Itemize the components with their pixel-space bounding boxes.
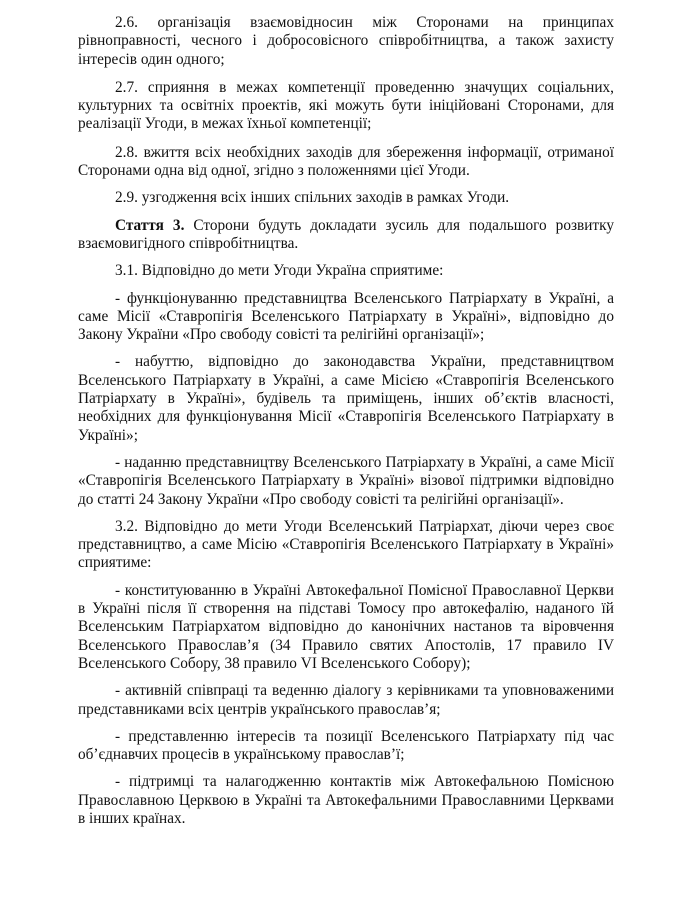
- article-3-paragraph: [78, 217, 614, 254]
- item-2-8: 2.8. вжиття всіх необхідних заходів для збереження інформації, отриманої Сторонами одна від одної, згідно з положеннями цієї Угоди.: [78, 143, 614, 180]
- section-3-1-intro: 3.1. Відповідно до мети Угоди Україна сприятиме:: [115, 262, 444, 280]
- section-3-2-intro: 3.2. Відповідно до мети Угоди Вселенський Патріархат, діючи через своє представництво, а саме Місію «Ставропігія Вселенського Патріархату в Україні» сприятиме:: [78, 517, 614, 572]
- article-3-label: Стаття 3.: [115, 216, 185, 234]
- item-2-7: 2.7. сприяння в межах компетенції проведенню значущих соціальних, культурних та освітніх проектів, які можуть бути ініційовані Сторонами, для реалізації Угоди, в межах їхньої компетенції;: [78, 78, 614, 133]
- section-3-2-item-3: - представленню інтересів та позиції Вселенського Патріархату під час об’єднавчих процесів в українському православ’ї;: [78, 727, 614, 764]
- document-page: [78, 14, 614, 828]
- item-2-9: 2.9. узгодження всіх інших спільних заходів в рамках Угоди.: [115, 189, 510, 207]
- section-3-1-item-1: - функціонуванню представництва Вселенського Патріархату в Україні, а саме Місії «Ставропігія Вселенського Патріархату в Україні», відповідно до Закону України «Про свободу совісті та релігійні організації»;: [78, 289, 614, 344]
- article-3-text: Сторони будуть докладати зусиль для подальшого розвитку взаємовигідного співробітництва.: [78, 216, 614, 252]
- section-3-2-item-4: - підтримці та налагодженню контактів між Автокефальною Помісною Православною Церквою в Україні та Автокефальними Православними Церквами в інших країнах.: [78, 773, 614, 827]
- item-2-6: 2.6. організація взаємовідносин між Сторонами на принципах рівноправності, чесного і добросовісного співробітництва, а також захисту інтересів один одного;: [78, 14, 614, 68]
- section-3-1-item-3: - наданню представництву Вселенського Патріархату в Україні, а саме Місії «Ставропігія Вселенського Патріархату в Україні» візової підтримки відповідно до статті 24 Закону України «Про свободу совісті та релігійні організації».: [78, 453, 614, 508]
- section-3-1-item-2: - набуттю, відповідно до законодавства України, представництвом Вселенського Патріархату в Україні, а саме Місією «Ставропігія Вселенського Патріархату в Україні», будівель та приміщень, інших об’єктів власності, необхідних для функціонування Місії «Ставропігія Вселенського Патріархату в Україні»;: [78, 353, 614, 444]
- section-3-2-item-1: - конституюванню в Україні Автокефальної Помісної Православної Церкви в Україні після її створення на підставі Томосу про автокефалію, наданого їй Вселенським Патріархатом відповідно до канонічних настанов та віровчення Вселенського Православ’я (34 Правило святих Апостолів, 17 правило IV Вселенського Собору, 38 правило VI Вселенського Собору);: [78, 581, 614, 672]
- section-3-2-item-2: - активній співпраці та веденню діалогу з керівниками та уповноваженими представниками всіх центрів українського православ’я;: [78, 682, 614, 718]
